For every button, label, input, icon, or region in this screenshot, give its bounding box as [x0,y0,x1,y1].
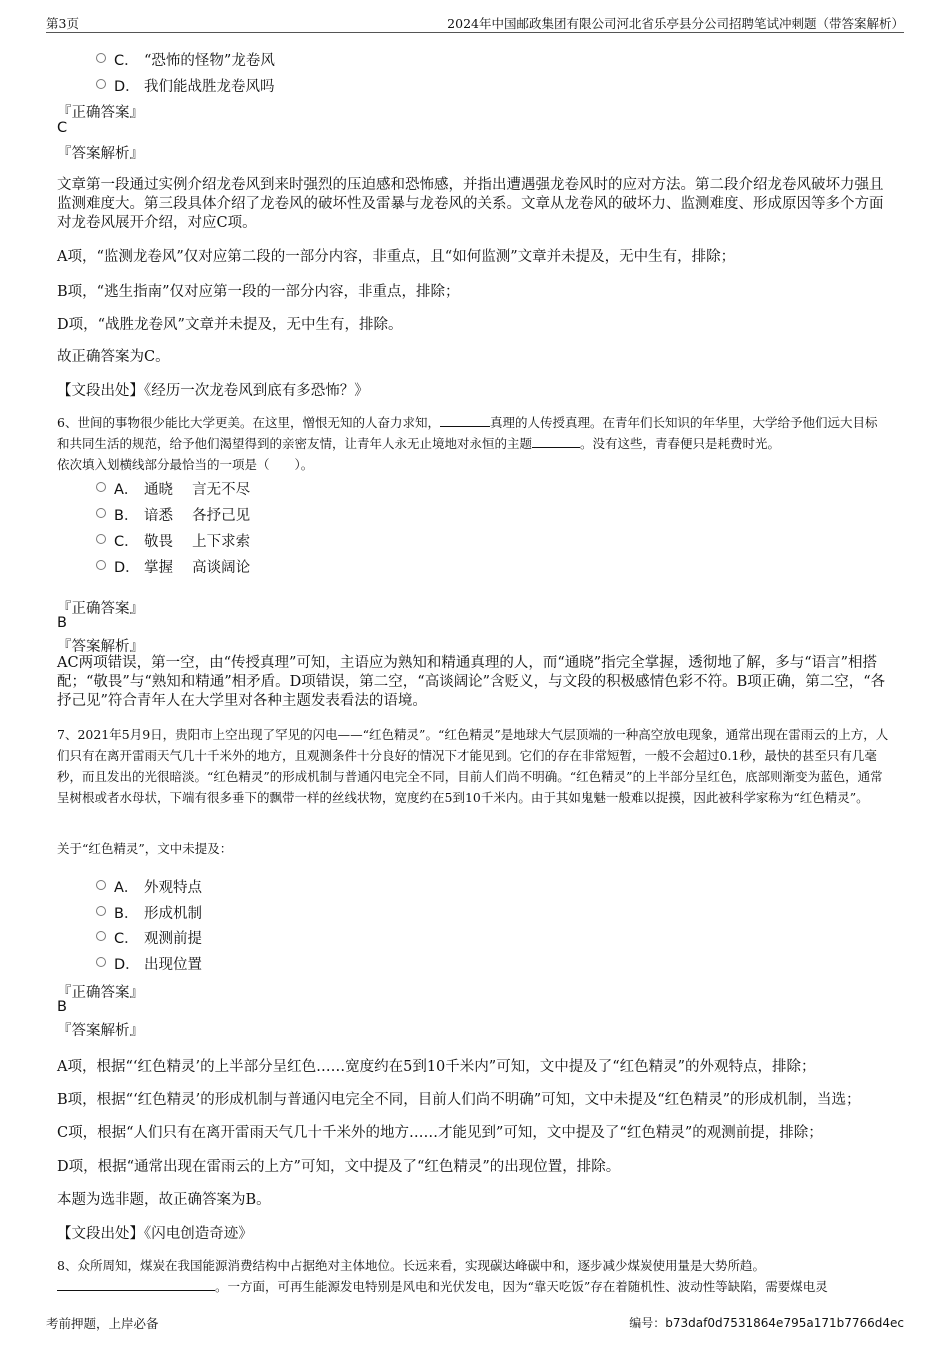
q6-stem: 6、世间的事物很少能比大学更美。在这里，憎恨无知的人奋力求知， 真理的人传授真理。在青年们长知识的年华里，大学给予他们远大目标和共同生活的规范，给予他们渴望得到的亲密友情，让青年人永无止境地对永恒的主题 。没有这些，青春便只是耗费时光。 依次填入划横线部分最恰当的一项是（ ）。 [57,415,878,472]
q6-analysis: AC两项错误，第一空，由“传授真理”可知，主语应为熟知和精通真理的人，而“通晓”指完全掌握，透彻地了解，多与“语言”相搭配；“敬畏”与“熟知和精通”相矛盾。D项错误，第二空，“高谈阔论”含贬义，与文段的积极感情色彩不符。B项正确，第二空，“各抒己见”符合青年人在大学里对各种主题发表看法的语境。 [57,655,886,709]
radio-icon[interactable] [96,957,106,967]
radio-icon[interactable] [96,931,106,941]
radio-icon[interactable] [96,880,106,890]
radio-icon[interactable] [96,53,106,63]
footer-slogan: 考前押题，上岸必备 [46,1316,159,1331]
radio-icon[interactable] [96,534,106,544]
q7-analysis-a: A项，根据“‘红色精灵’的上半部分呈红色……宽度约在5到10千米内”可知，文中提及了“红色精灵”的外观特点，排除； [57,1059,816,1075]
q6-analysis-label: 『答案解析』 [57,639,144,655]
q7-stem: 7、2021年5月9日，贵阳市上空出现了罕见的闪电——“红色精灵”。“红色精灵”是地球大气层顶端的一种高空放电现象，通常出现在雷雨云的上方，人们只有在离开雷雨天气几十千米外的地方，且观测条件十分良好的情况下才能见到。它们的存在非常短暂，一般不会超过0.1秒，最快的甚至只有几毫秒，而且发出的光很暗淡。“红色精灵”的形成机制与普通闪电完全不同，目前人们尚不明确。“红色精灵”的上半部分呈红色，底部则渐变为蓝色，通常呈树根或者水母状，下端有很多垂下的飘带一样的丝线状物，宽度约在5到10千米内。由于其如鬼魅一般难以捉摸，因此被科学家称为“红色精灵”。 [57,727,889,805]
q7-question: 关于“红色精灵”，文中未提及： [57,841,233,856]
q7-conclusion: 本题为选非题，故正确答案为B。 [57,1192,271,1208]
q5-analysis-b: B项，“逃生指南”仅对应第一段的一部分内容，非重点，排除； [57,284,460,300]
q5-analysis-summary: 文章第一段通过实例介绍龙卷风到来时强烈的压迫感和恐怖感，并指出遭遇强龙卷风时的应对方法。第二段介绍龙卷风破坏力强且监测难度大。第三段具体介绍了龙卷风的破坏性及雷暴与龙卷风的关系。文章从龙卷风的破坏力、监测难度、形成原因等多个方面对龙卷风展开介绍，对应C项。 [57,177,884,231]
q5-analysis-label: 『答案解析』 [57,146,144,162]
page-footer [46,1312,904,1332]
radio-icon[interactable] [96,906,106,916]
fill-blank [57,1278,215,1291]
radio-icon[interactable] [96,560,106,570]
page-number: 第3页 [46,16,79,31]
page-header [46,12,904,33]
q5-conclusion: 故正确答案为C。 [57,349,170,365]
q7-analysis-c: C项，根据“人们只有在离开雷雨天气几十千米外的地方……才能见到”可知，文中提及了“红色精灵”的观测前提，排除； [57,1125,823,1141]
q7-analysis-d: D项，根据“通常出现在雷雨云的上方”可知，文中提及了“红色精灵”的出现位置，排除。 [57,1159,621,1175]
q7-analysis-b: B项，根据“‘红色精灵’的形成机制与普通闪电完全不同，目前人们尚不明确”可知，文中未提及“红色精灵”的形成机制，当选； [57,1092,861,1108]
q5-analysis-a: A项，“监测龙卷风”仅对应第二段的一部分内容，非重点，且“如何监测”文章并未提及，无中生有，排除； [57,249,736,265]
radio-icon[interactable] [96,508,106,518]
q7-answer: B [57,999,67,1015]
radio-icon[interactable] [96,482,106,492]
q6-answer-label: 『正确答案』 [57,601,144,617]
q8-stem: 8、众所周知，煤炭在我国能源消费结构中占据绝对主体地位。长远来看，实现碳达峰碳中和，逐步减少煤炭使用量是大势所趋。 。一方面，可再生能源发电特别是风电和光伏发电，因为“靠天吃饭”存在着随机性、波动性等缺陷，需要煤电灵 [57,1258,828,1294]
q5-analysis-d: D项，“战胜龙卷风”文章并未提及，无中生有，排除。 [57,317,403,333]
q5-answer: C [57,120,68,136]
q5-answer-label: 『正确答案』 [57,105,144,121]
q5-source: 【文段出处】《经历一次龙卷风到底有多恐怖？》 [57,383,369,399]
q6-answer: B [57,615,67,631]
q7-analysis-label: 『答案解析』 [57,1023,144,1039]
document-title: 2024年中国邮政集团有限公司河北省乐亭县分公司招聘笔试冲刺题（带答案解析） [447,16,904,31]
document-id: 编号：b73daf0d7531864e795a171b7766d4ec [629,1316,904,1330]
q7-answer-label: 『正确答案』 [57,985,144,1001]
q7-source: 【文段出处】《闪电创造奇迹》 [57,1226,253,1242]
fill-blank [440,414,490,427]
fill-blank [532,435,580,448]
radio-icon[interactable] [96,79,106,89]
